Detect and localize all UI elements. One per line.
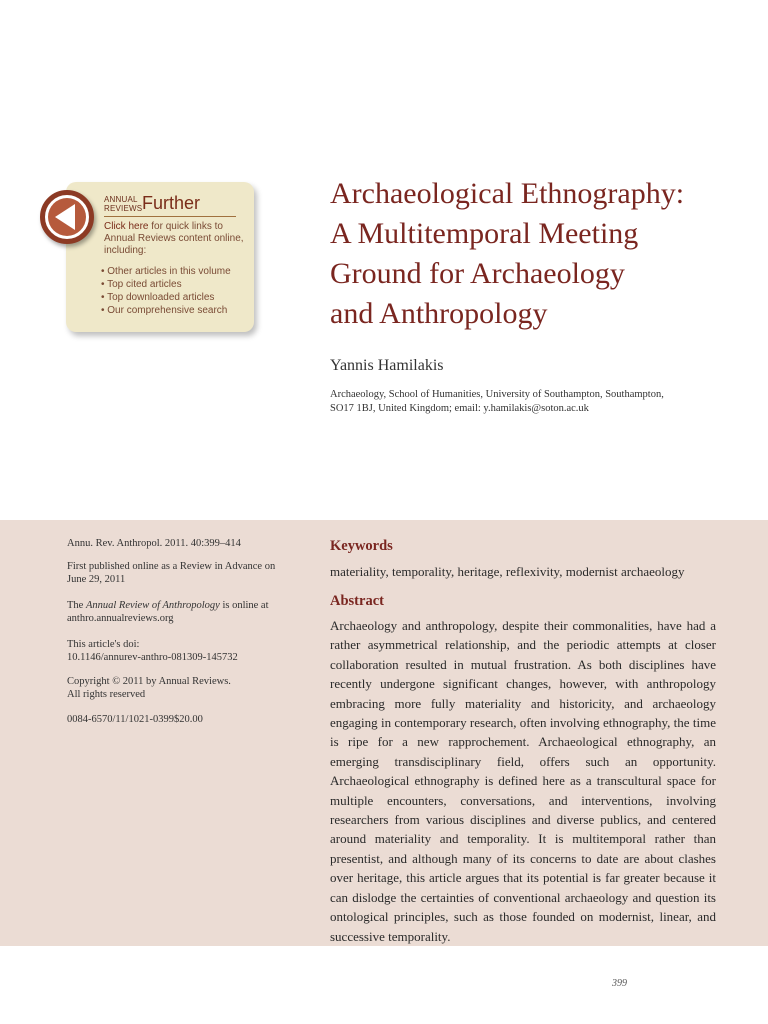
further-intro-text: for quick links to Annual Reviews content online, including: (104, 221, 244, 256)
reviews-label: REVIEWS (104, 204, 143, 213)
online-prefix: The (67, 600, 86, 611)
affiliation-line: Archaeology, School of Humanities, University of Southampton, Southampton, (330, 389, 664, 400)
doi-label: This article's doi: (67, 639, 140, 650)
abstract-text: Archaeology and anthropology, despite their commonalities, have had a rather asymmetrical relationship, and the periodic attempts at closer collaboration resulted in mutual frustration. As both disciplines have recently undergone significant changes, however, with anthropology embracing more fully materiality and historicity, and archaeology engaging in contemporary research, often involving ethnography, the time is ripe for a new rapprochement. Archaeological ethnography, an emerging transdisciplinary field, offers such an opportunity. Archaeological ethnography is defined here as a transcultural space for multiple encounters, conversations, and interventions, involving researchers from various disciplines and diverse publics, and centered around materiality and temporality. It is multitemporal rather than presentist, and although many of its concerns to date are about clashes over heritage, this article argues that its potential is far greater because it can dislodge the certainties of conventional archaeology and question its ontological principles, such as those founded on modernist, linear, and successive temporality. (330, 618, 716, 944)
journal-online (67, 599, 282, 625)
title-line: Ground for Archaeology (330, 257, 625, 290)
author-name: Yannis Hamilakis (330, 357, 444, 374)
further-intro (104, 221, 254, 257)
copyright-block (67, 675, 282, 701)
annual-label: ANNUAL (104, 195, 138, 204)
title-line: A Multitemporal Meeting (330, 217, 639, 250)
further-label: Further (142, 193, 201, 213)
citation: Annu. Rev. Anthropol. 2011. 40:399–414 (67, 538, 241, 549)
further-link-item[interactable]: • Other articles in this volume (101, 266, 231, 277)
first-published: First published online as a Review in Advance on June 29, 2011 (67, 561, 276, 585)
issn: 0084-6570/11/1021-0399$20.00 (67, 714, 203, 725)
copyright: Copyright © 2011 by Annual Reviews. (67, 676, 231, 687)
further-divider (104, 216, 236, 217)
back-arrow-icon[interactable] (40, 190, 94, 244)
article-title (330, 174, 730, 334)
journal-name: Annual Review of Anthropology (85, 600, 220, 611)
abstract-heading: Abstract (330, 593, 384, 609)
title-line: Archaeological Ethnography: (330, 177, 685, 210)
further-link-list (101, 265, 231, 317)
click-here-link[interactable]: Click here (104, 221, 149, 232)
further-link-item[interactable]: • Top cited articles (101, 279, 182, 290)
doi-value[interactable]: 10.1146/annurev-anthro-081309-145732 (67, 652, 238, 663)
further-link-item[interactable]: • Top downloaded articles (101, 292, 215, 303)
rights: All rights reserved (67, 689, 146, 700)
title-line: and Anthropology (330, 297, 548, 330)
online-suffix[interactable]: is online at anthro.annualreviews.org (67, 600, 269, 624)
keywords-text: materiality, temporality, heritage, reflexivity, modernist archaeology (330, 564, 685, 579)
keywords-heading: Keywords (330, 538, 393, 554)
page-number: 399 (612, 978, 627, 989)
further-link-item[interactable]: • Our comprehensive search (101, 305, 228, 316)
author-affiliation (330, 388, 710, 416)
annual-reviews-logo (104, 195, 142, 213)
affiliation-line: SO17 1BJ, United Kingdom; email: y.hamilakis@soton.ac.uk (330, 403, 589, 414)
doi-block (67, 638, 282, 664)
